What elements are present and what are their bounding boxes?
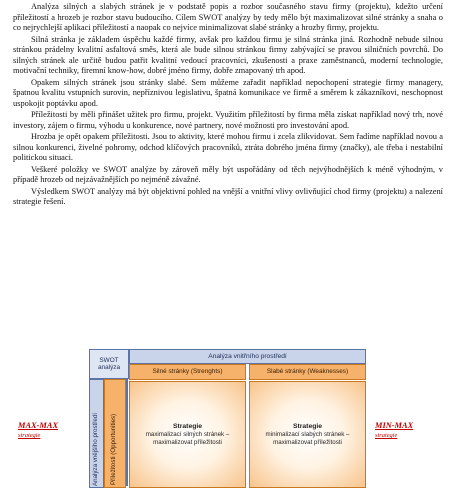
opportunities-label: Příležitosti (Opportunities) bbox=[110, 413, 117, 485]
quadrant-wo-title: Strategie bbox=[292, 422, 323, 430]
weaknesses-header: Slabé stránky (Weaknesses) bbox=[249, 364, 366, 380]
quadrant-weaknesses-opportunities bbox=[249, 381, 366, 488]
quadrant-strengths-opportunities bbox=[129, 381, 246, 488]
paragraph-2: Silná stránka je základem úspěchu každé firmy, avšak pro každou firmu je silná stránka jiná. Rozhodně nebude silnou stránkou prádelny kvalitní asfaltová směs, která ale bude silnou stránkou firmy zabývající se pravou silničních povrchů. Do silných stránek ale určitě budou patřit kvalitní vedoucí pracovníci, zkušenosti a praxe zaměstnanců, moderní technologie, motivační techniky, firemní know-how, dobré jméno firmy, dobře zmapovaný trh apod. bbox=[13, 34, 443, 75]
document-text bbox=[13, 2, 443, 209]
divider-bar bbox=[126, 379, 128, 486]
paragraph-1: Analýza silných a slabých stránek je v podstatě popis a rozbor současného stavu firmy (projektu), kdežto určení příležitostí a hrozeb je rozbor stavu budoucího. Cílem SWOT analýzy by tedy mělo být maximalizovat silné stránky a snaha o co nejrychlejší aplikaci příležitostí a naopak co nejvíce minimalizovat slabé stránky a hrozby firmy, projektu. bbox=[13, 2, 443, 32]
strengths-header: Silné stránky (Strenghts) bbox=[129, 364, 246, 380]
min-max-label: MIN-MAX bbox=[375, 421, 414, 430]
internal-analysis-header: Analýza vnitřního prostředí bbox=[129, 349, 366, 364]
external-analysis-label: Analýza vnějšího prostředí bbox=[92, 413, 99, 486]
max-max-label: MAX-MAX bbox=[18, 421, 59, 430]
swot-diagram bbox=[89, 349, 365, 486]
paragraph-6: Veškeré položky ve SWOT analýze by zároveň měly být uspořádány od těch nejvýhodnějších k méně výhodným, v případě hrozeb od nejzávažnějších po nejméně závažné. bbox=[13, 164, 443, 184]
quadrant-wo-desc: minimalizací slabých stránek – maximalizovat příležitosti bbox=[265, 430, 350, 446]
opportunities-column bbox=[104, 379, 126, 488]
paragraph-5: Hrozba je opět opakem příležitosti. Jsou to aktivity, které mohou firmu i zcela zlikvidovat. Sem řadíme například novou a silnou konkurenci, živelné pohromy, odchod klíčových pracovníků, ztráta dobrého jména firmy (značky), ale třeba i nestabilní politickou situaci. bbox=[13, 132, 443, 162]
swot-corner-label: SWOT analýza bbox=[97, 356, 121, 371]
paragraph-7: Výsledkem SWOT analýzy má být objektivní pohled na vnější a vnitřní vlivy ovlivňující chod firmy (projektu) a nalezení strategie řešení. bbox=[13, 186, 443, 206]
quadrant-so-title: Strategie bbox=[172, 422, 203, 430]
paragraph-4: Příležitosti by měli přinášet užitek pro firmu, projekt. Využitím příležitostí by firma měla získat například nový trh, nové investory, zájem o firmu, výhodu u konkurence, nové partnery, nové možnosti pro investování apod. bbox=[13, 110, 443, 130]
swot-corner-box bbox=[89, 349, 129, 379]
max-max-sublabel: strategie bbox=[18, 432, 41, 439]
min-max-sublabel: strategie bbox=[375, 432, 398, 439]
quadrant-so-desc: maximalizací silných stránek – maximalizovat příležitosti bbox=[145, 430, 230, 446]
external-analysis-column bbox=[89, 379, 104, 488]
paragraph-3: Opakem silných stránek jsou stránky slabé. Sem můžeme zařadit například nepochopení strategie firmy managery, špatnou kvalitu vstupních surovin, nepříznivou legislativu, špatná komunikace ve firmě a směrem k zákazníkovi, neschopnost uspokojit poptávku apod. bbox=[13, 77, 443, 108]
